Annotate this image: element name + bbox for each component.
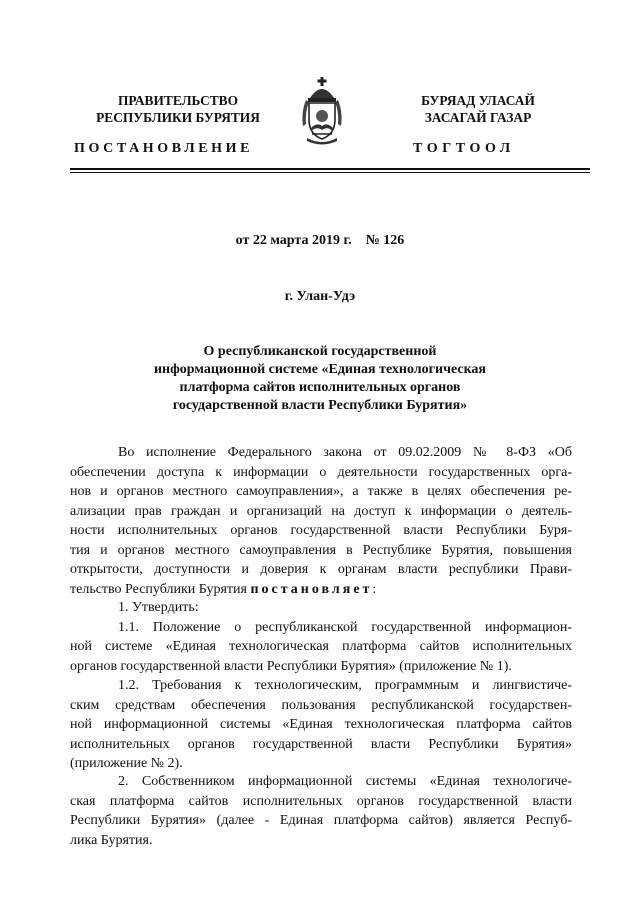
clause-1 [70,598,572,774]
body-line: ским средствам обеспечения пользования республиканской государствен- [70,697,572,713]
body-line-start: тельство Республики Бурятия [70,581,251,597]
header-divider-thick [70,168,590,170]
body-line: нов и органов местного самоуправления», а также в целях обеспечения ре- [70,484,572,499]
decree-date-number: от 22 марта 2019 г. № 126 [235,233,405,248]
body-line: ной информационной системы «Единая технологическая платформа сайтов [70,717,572,732]
body-line: 1.2. Требования к технологическим, программным и лингвистиче- [118,678,572,693]
body-line: Во исполнение Федерального закона от 09.02.2009 № 8-ФЗ «Об [118,445,572,460]
decree-title [120,343,520,415]
government-name-buryat [378,92,578,126]
body-line: 1.1. Положение о республиканской государственной информацион- [118,619,572,635]
government-name-line: БУРЯАД УЛАСАЙ [421,93,535,108]
doc-type-buryat: ТОГТООЛ [413,141,515,156]
body-line: открытости, доступности и доверия к органам власти республики Прави- [70,562,572,577]
body-line: 1. Утвердить: [118,600,199,615]
doc-type-russian: ПОСТАНОВЛЕНИЕ [74,141,254,156]
government-name-line: РЕСПУБЛИКИ БУРЯТИЯ [96,110,260,125]
decree-title-line: О республиканской государственной [203,344,437,359]
clause-2 [70,772,572,850]
body-line: 2. Собственником информационной системы «Единая технологиче- [118,774,572,789]
decree-title-line: информационной системе «Единая технологическая [153,362,487,377]
body-line: ности исполнительных органов государственной власти Республики Буря- [70,523,572,538]
body-line: органов государственной власти Республики Бурятия» (приложение № 1). [70,658,512,674]
body-line: ной системе «Единая технологическая платформа сайтов исполнительных [70,639,572,654]
body-line: обеспечении доступа к информации о деятельности государственных орга- [70,464,572,480]
decree-title-line: государственной власти Республики Бурятия» [172,398,468,413]
body-line: (приложение № 2). [70,756,183,771]
body-line: лика Бурятия. [70,832,153,848]
body-line: тия и органов местного самоуправления в Республике Бурятия, повышения [70,542,572,558]
government-name-line: ЗАСАГАЙ ГАЗАР [424,110,532,125]
coat-of-arms-icon [299,76,345,146]
body-line-end: : [372,581,377,597]
body-line: ализации прав граждан и организаций на доступ к информации о деятель- [70,503,572,519]
header-divider-thin [70,172,590,173]
decree-title-line: платформа сайтов исполнительных органов [179,380,461,395]
decree-city: г. Улан-Удэ [284,289,356,304]
government-name-line: ПРАВИТЕЛЬСТВО [117,93,239,108]
body-line [70,580,572,600]
preamble-paragraph [70,443,572,599]
body-line: исполнительных органов государственной власти Республики Бурятия» [70,736,572,752]
government-name-russian [78,92,278,126]
body-line: Республики Бурятия» (далее - Единая платформа сайтов) является Респуб- [70,813,572,828]
body-line: ская платформа сайтов исполнительных органов государственной власти [70,793,572,809]
decree-verb: постановляет [250,581,373,597]
